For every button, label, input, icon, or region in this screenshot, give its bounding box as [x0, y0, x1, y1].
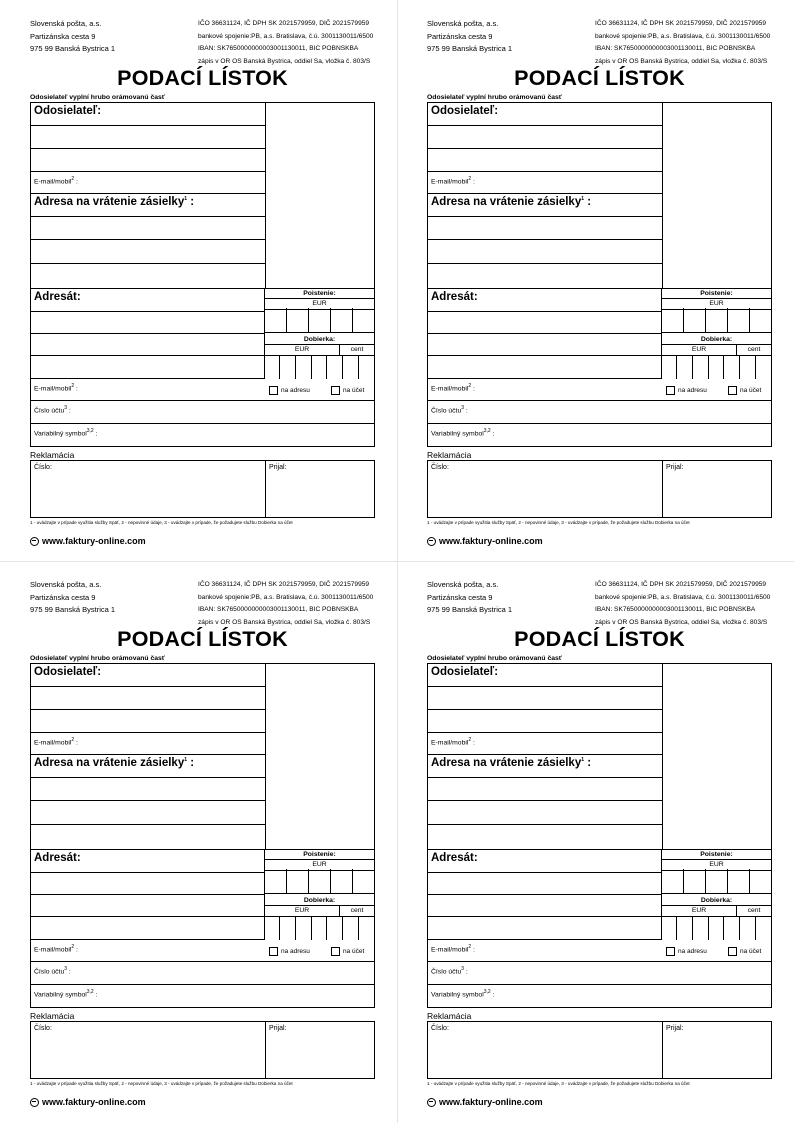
recipient-line-3[interactable]: [428, 917, 662, 940]
insurance-box: [662, 289, 771, 333]
company-bank: bankové spojenie:PB, a.s. Bratislava, č.ú. 3001130011/6500: [595, 32, 771, 40]
return-address-line-1[interactable]: [31, 778, 265, 801]
sender-label-row[interactable]: [31, 103, 265, 126]
insurance-label: Poistenie:: [662, 289, 771, 299]
sender-email-label: E-mail/mobil$^2$ :: [34, 737, 78, 747]
complaint-box: [427, 1021, 772, 1079]
cod-label: Dobierka:: [662, 335, 771, 345]
company-register: zápis v OR OS Banská Bystrica, oddiel Sa, vložka č. 803/S: [595, 618, 768, 626]
account-number-label: Číslo účtu$^3$ :: [34, 966, 71, 976]
globe-icon: [427, 1098, 436, 1107]
slip-form: [30, 663, 375, 1008]
company-ids: IČO 36631124, IČ DPH SK 2021579959, DIČ 2021579959: [198, 20, 370, 27]
variable-symbol-field[interactable]: [428, 424, 771, 446]
company-city: 975 99 Banská Bystrica 1: [30, 44, 116, 53]
fill-instruction: Odosielateľ vyplní hrubo orámovanú časť: [30, 94, 166, 101]
cod-to-address-option[interactable]: [666, 386, 707, 395]
cod-cents: cent: [747, 907, 761, 914]
sender-section: [428, 103, 663, 288]
recipient-line-2[interactable]: [428, 895, 662, 917]
company-register: zápis v OR OS Banská Bystrica, oddiel Sa, vložka č. 803/S: [595, 57, 768, 65]
insurance-currency: EUR: [662, 860, 771, 871]
website-url: www.faktury-online.com: [42, 536, 146, 546]
sender-label-row[interactable]: [428, 664, 662, 687]
recipient-line-1[interactable]: [428, 873, 662, 895]
return-address-line-2[interactable]: [428, 240, 662, 264]
recipient-line-2[interactable]: [31, 895, 265, 917]
complaint-box: [30, 1021, 375, 1079]
company-city: 975 99 Banská Bystrica 1: [427, 605, 513, 614]
globe-icon: [30, 537, 39, 546]
company-city: 975 99 Banská Bystrica 1: [30, 605, 116, 614]
cod-digit-cells[interactable]: [265, 355, 374, 379]
slip-title: PODACÍ LÍSTOK: [117, 627, 288, 651]
return-address-line-3[interactable]: [31, 264, 265, 288]
company-address: [427, 18, 577, 56]
cod-currency: EUR: [662, 906, 737, 916]
sender-section: [31, 664, 266, 849]
recipient-label: Adresát:: [34, 852, 81, 864]
complaint-number-field[interactable]: [428, 461, 663, 517]
variable-symbol-field[interactable]: [428, 985, 771, 1007]
sender-line-2[interactable]: [31, 710, 265, 733]
insurance-digit-cells[interactable]: [265, 869, 374, 894]
sender-line-1[interactable]: [428, 687, 662, 710]
sender-email-label: E-mail/mobil$^2$ :: [431, 737, 475, 747]
return-address-label-row[interactable]: [31, 194, 265, 217]
slip-form: [30, 102, 375, 447]
sender-label: Odosielateľ:: [34, 666, 102, 678]
variable-symbol-label: Variabilný symbol$^{3,2}$ :: [431, 428, 495, 438]
return-address-label: Adresa na vrátenie zásielky$^1$ :: [431, 196, 592, 208]
cod-to-address-option[interactable]: [269, 947, 310, 956]
recipient-line-1[interactable]: [428, 312, 662, 334]
cod-currency-row: [265, 906, 374, 917]
company-registration: [595, 579, 787, 629]
slip-bottom-left: [0, 561, 397, 1122]
insurance-digit-cells[interactable]: [662, 869, 771, 894]
company-register: zápis v OR OS Banská Bystrica, oddiel Sa, vložka č. 803/S: [198, 57, 371, 65]
variable-symbol-field[interactable]: [31, 985, 374, 1007]
insurance-currency: EUR: [265, 299, 374, 310]
recipient-line-3[interactable]: [31, 917, 265, 940]
company-bank: bankové spojenie:PB, a.s. Bratislava, č.ú. 3001130011/6500: [198, 32, 374, 40]
footnote: 1 - uvádzajte v prípade využitia služby Späť, 2 - nepovinné údaje, 3 - uvádzajte v prípade, že požadujete službu Dobierka na účet: [427, 520, 690, 525]
recipient-label: Adresát:: [431, 852, 478, 864]
cod-label: Dobierka:: [265, 896, 374, 906]
cod-to-account-checkbox[interactable]: [331, 386, 340, 395]
account-number-field[interactable]: [31, 401, 374, 424]
fill-instruction: Odosielateľ vyplní hrubo orámovanú časť: [30, 655, 166, 662]
website-link[interactable]: [427, 1097, 543, 1107]
company-street: Partizánska cesta 9: [427, 31, 493, 41]
cod-to-address-checkbox[interactable]: [269, 386, 278, 395]
recipient-line-1[interactable]: [31, 873, 265, 895]
insurance-digit-cells[interactable]: [662, 308, 771, 333]
cod-box: [265, 894, 374, 940]
company-name: Slovenská pošta, a.s.: [30, 580, 102, 589]
cod-to-account-label: na účet: [740, 948, 762, 955]
sender-section: [31, 103, 266, 288]
footnote: 1 - uvádzajte v prípade využitia služby Späť, 2 - nepovinné údaje, 3 - uvádzajte v prípade, že požadujete službu Dobierka na účet: [427, 1081, 690, 1086]
company-bank: bankové spojenie:PB, a.s. Bratislava, č.ú. 3001130011/6500: [595, 593, 771, 601]
slip-title: PODACÍ LÍSTOK: [514, 627, 685, 651]
complaint-received-label: Prijal:: [269, 464, 287, 471]
company-street: Partizánska cesta 9: [30, 31, 96, 41]
fill-instruction: Odosielateľ vyplní hrubo orámovanú časť: [427, 655, 563, 662]
cod-label: Dobierka:: [662, 896, 771, 906]
return-address-line-2[interactable]: [31, 240, 265, 264]
return-address-line-3[interactable]: [428, 825, 662, 849]
complaint-received-field[interactable]: [266, 1022, 374, 1084]
return-address-line-2[interactable]: [428, 801, 662, 825]
account-number-field[interactable]: [428, 962, 771, 985]
sender-email-field[interactable]: [31, 172, 265, 194]
cod-to-account-label: na účet: [343, 387, 365, 394]
recipient-email-field[interactable]: [428, 940, 771, 962]
return-address-label-row[interactable]: [31, 755, 265, 778]
sender-label: Odosielateľ:: [34, 105, 102, 117]
variable-symbol-label: Variabilný symbol$^{3,2}$ :: [34, 989, 98, 999]
insurance-label: Poistenie:: [265, 850, 374, 860]
sender-email-field[interactable]: [428, 172, 662, 194]
company-address: [30, 18, 180, 56]
cod-box: [662, 894, 771, 940]
cod-to-account-checkbox[interactable]: [728, 947, 737, 956]
sender-email-field[interactable]: [31, 733, 265, 755]
account-number-label: Číslo účtu$^3$ :: [431, 966, 468, 976]
footnote: 1 - uvádzajte v prípade využitia služby Späť, 2 - nepovinné údaje, 3 - uvádzajte v prípade, že požadujete službu Dobierka na účet: [30, 520, 293, 525]
cod-digit-cells[interactable]: [265, 916, 374, 940]
cod-currency-row: [662, 345, 771, 356]
variable-symbol-field[interactable]: [31, 424, 374, 446]
recipient-email-label: E-mail/mobil$^2$ :: [431, 383, 475, 393]
sender-line-2[interactable]: [428, 710, 662, 733]
cod-to-address-option[interactable]: [269, 386, 310, 395]
company-address: [30, 579, 180, 617]
cod-to-address-checkbox[interactable]: [269, 947, 278, 956]
globe-icon: [427, 537, 436, 546]
account-number-label: Číslo účtu$^3$ :: [34, 405, 71, 415]
complaint-number-field[interactable]: [31, 1022, 266, 1078]
insurance-currency: EUR: [662, 299, 771, 310]
recipient-label-row[interactable]: [31, 850, 265, 873]
website-link[interactable]: [427, 536, 543, 546]
complaint-number-label: Číslo:: [431, 464, 449, 471]
cod-currency: EUR: [265, 906, 340, 916]
company-ids: IČO 36631124, IČ DPH SK 2021579959, DIČ 2021579959: [595, 581, 767, 588]
company-registration: [198, 18, 390, 68]
sender-email-label: E-mail/mobil$^2$ :: [34, 176, 78, 186]
recipient-label: Adresát:: [34, 291, 81, 303]
cod-to-account-option[interactable]: [728, 386, 761, 395]
complaint-label: Reklamácia: [427, 450, 472, 460]
recipient-email-field[interactable]: [31, 940, 374, 962]
complaint-number-field[interactable]: [428, 1022, 663, 1078]
sender-section: [428, 664, 663, 849]
recipient-label-row[interactable]: [428, 289, 662, 312]
cod-to-address-checkbox[interactable]: [666, 386, 675, 395]
recipient-line-2[interactable]: [428, 334, 662, 356]
complaint-received-label: Prijal:: [666, 1025, 684, 1032]
company-name: Slovenská pošta, a.s.: [427, 580, 499, 589]
insurance-digit-cells[interactable]: [265, 308, 374, 333]
return-address-label-row[interactable]: [428, 194, 662, 217]
sender-line-1[interactable]: [31, 687, 265, 710]
cod-cents: cent: [350, 346, 364, 353]
cod-to-account-option[interactable]: [331, 386, 364, 395]
sender-line-2[interactable]: [31, 149, 265, 172]
complaint-label: Reklamácia: [30, 450, 75, 460]
slip-form: [427, 102, 772, 447]
cod-to-address-label: na adresu: [281, 387, 310, 394]
recipient-email-label: E-mail/mobil$^2$ :: [34, 383, 78, 393]
complaint-received-label: Prijal:: [269, 1025, 287, 1032]
website-link[interactable]: [30, 1097, 146, 1107]
return-address-line-3[interactable]: [31, 825, 265, 849]
recipient-email-field[interactable]: [31, 379, 374, 401]
sender-email-field[interactable]: [428, 733, 662, 755]
sender-label: Odosielateľ:: [431, 666, 499, 678]
company-iban: IBAN: SK7650000000003001130011, BIC POBNSKBA: [198, 45, 359, 52]
footnote: 1 - uvádzajte v prípade využitia služby Späť, 2 - nepovinné údaje, 3 - uvádzajte v prípade, že požadujete službu Dobierka na účet: [30, 1081, 293, 1086]
website-url: www.faktury-online.com: [42, 1097, 146, 1107]
complaint-number-field[interactable]: [31, 461, 266, 517]
company-ids: IČO 36631124, IČ DPH SK 2021579959, DIČ 2021579959: [198, 581, 370, 588]
return-address-label: Adresa na vrátenie zásielky$^1$ :: [431, 757, 592, 769]
complaint-number-label: Číslo:: [34, 1025, 52, 1032]
company-street: Partizánska cesta 9: [30, 592, 96, 602]
company-street: Partizánska cesta 9: [427, 592, 493, 602]
account-number-field[interactable]: [31, 962, 374, 985]
slip-top-left: [0, 0, 397, 561]
insurance-label: Poistenie:: [662, 850, 771, 860]
sender-label-row[interactable]: [428, 103, 662, 126]
website-link[interactable]: [30, 536, 146, 546]
account-number-field[interactable]: [428, 401, 771, 424]
company-name: Slovenská pošta, a.s.: [427, 19, 499, 28]
return-address-label-row[interactable]: [428, 755, 662, 778]
sender-line-1[interactable]: [31, 126, 265, 149]
insurance-currency: EUR: [265, 860, 374, 871]
cod-to-address-checkbox[interactable]: [666, 947, 675, 956]
insurance-box: [265, 289, 374, 333]
complaint-label: Reklamácia: [30, 1011, 75, 1021]
company-iban: IBAN: SK7650000000003001130011, BIC POBNSKBA: [595, 606, 756, 613]
sender-email-label: E-mail/mobil$^2$ :: [431, 176, 475, 186]
recipient-line-1[interactable]: [31, 312, 265, 334]
complaint-received-field[interactable]: [266, 461, 374, 523]
recipient-label-row[interactable]: [428, 850, 662, 873]
slip-bottom-right: [397, 561, 794, 1122]
fill-instruction: Odosielateľ vyplní hrubo orámovanú časť: [427, 94, 563, 101]
website-url: www.faktury-online.com: [439, 536, 543, 546]
insurance-box: [265, 850, 374, 894]
return-address-label: Adresa na vrátenie zásielky$^1$ :: [34, 757, 195, 769]
recipient-email-field[interactable]: [428, 379, 771, 401]
cod-currency-row: [265, 345, 374, 356]
return-address-line-1[interactable]: [428, 217, 662, 240]
sender-label-row[interactable]: [31, 664, 265, 687]
cod-box: [265, 333, 374, 379]
complaint-box: [427, 460, 772, 518]
sender-line-2[interactable]: [428, 149, 662, 172]
return-address-line-1[interactable]: [428, 778, 662, 801]
complaint-number-label: Číslo:: [34, 464, 52, 471]
cod-to-account-label: na účet: [343, 948, 365, 955]
cod-to-account-label: na účet: [740, 387, 762, 394]
cod-currency-row: [662, 906, 771, 917]
complaint-received-field[interactable]: [663, 1022, 771, 1084]
complaint-number-label: Číslo:: [431, 1025, 449, 1032]
company-iban: IBAN: SK7650000000003001130011, BIC POBNSKBA: [595, 45, 756, 52]
cod-to-address-option[interactable]: [666, 947, 707, 956]
cod-to-address-label: na adresu: [678, 387, 707, 394]
return-address-label: Adresa na vrátenie zásielky$^1$ :: [34, 196, 195, 208]
cod-to-account-checkbox[interactable]: [331, 947, 340, 956]
company-registration: [198, 579, 390, 629]
website-url: www.faktury-online.com: [439, 1097, 543, 1107]
cod-box: [662, 333, 771, 379]
insurance-label: Poistenie:: [265, 289, 374, 299]
cod-to-account-option[interactable]: [331, 947, 364, 956]
sender-line-1[interactable]: [428, 126, 662, 149]
cod-to-address-label: na adresu: [678, 948, 707, 955]
variable-symbol-label: Variabilný symbol$^{3,2}$ :: [431, 989, 495, 999]
company-name: Slovenská pošta, a.s.: [30, 19, 102, 28]
cod-cents: cent: [747, 346, 761, 353]
account-number-label: Číslo účtu$^3$ :: [431, 405, 468, 415]
cod-currency: EUR: [662, 345, 737, 355]
complaint-label: Reklamácia: [427, 1011, 472, 1021]
complaint-box: [30, 460, 375, 518]
recipient-email-label: E-mail/mobil$^2$ :: [34, 944, 78, 954]
recipient-email-label: E-mail/mobil$^2$ :: [431, 944, 475, 954]
cod-label: Dobierka:: [265, 335, 374, 345]
complaint-received-label: Prijal:: [666, 464, 684, 471]
recipient-line-3[interactable]: [428, 356, 662, 379]
company-registration: [595, 18, 787, 68]
cod-to-account-option[interactable]: [728, 947, 761, 956]
cod-to-account-checkbox[interactable]: [728, 386, 737, 395]
slip-form: [427, 663, 772, 1008]
return-address-line-3[interactable]: [428, 264, 662, 288]
company-address: [427, 579, 577, 617]
company-city: 975 99 Banská Bystrica 1: [427, 44, 513, 53]
company-ids: IČO 36631124, IČ DPH SK 2021579959, DIČ 2021579959: [595, 20, 767, 27]
recipient-line-3[interactable]: [31, 356, 265, 379]
recipient-label: Adresát:: [431, 291, 478, 303]
return-address-line-2[interactable]: [31, 801, 265, 825]
complaint-received-field[interactable]: [663, 461, 771, 523]
recipient-label-row[interactable]: [31, 289, 265, 312]
cod-currency: EUR: [265, 345, 340, 355]
cod-cents: cent: [350, 907, 364, 914]
insurance-box: [662, 850, 771, 894]
sender-label: Odosielateľ:: [431, 105, 499, 117]
cod-digit-cells[interactable]: [662, 355, 771, 379]
slip-top-right: [397, 0, 794, 561]
company-register: zápis v OR OS Banská Bystrica, oddiel Sa, vložka č. 803/S: [198, 618, 371, 626]
company-iban: IBAN: SK7650000000003001130011, BIC POBNSKBA: [198, 606, 359, 613]
slip-title: PODACÍ LÍSTOK: [117, 66, 288, 90]
cod-digit-cells[interactable]: [662, 916, 771, 940]
company-bank: bankové spojenie:PB, a.s. Bratislava, č.ú. 3001130011/6500: [198, 593, 374, 601]
globe-icon: [30, 1098, 39, 1107]
recipient-line-2[interactable]: [31, 334, 265, 356]
return-address-line-1[interactable]: [31, 217, 265, 240]
variable-symbol-label: Variabilný symbol$^{3,2}$ :: [34, 428, 98, 438]
cod-to-address-label: na adresu: [281, 948, 310, 955]
slip-title: PODACÍ LÍSTOK: [514, 66, 685, 90]
